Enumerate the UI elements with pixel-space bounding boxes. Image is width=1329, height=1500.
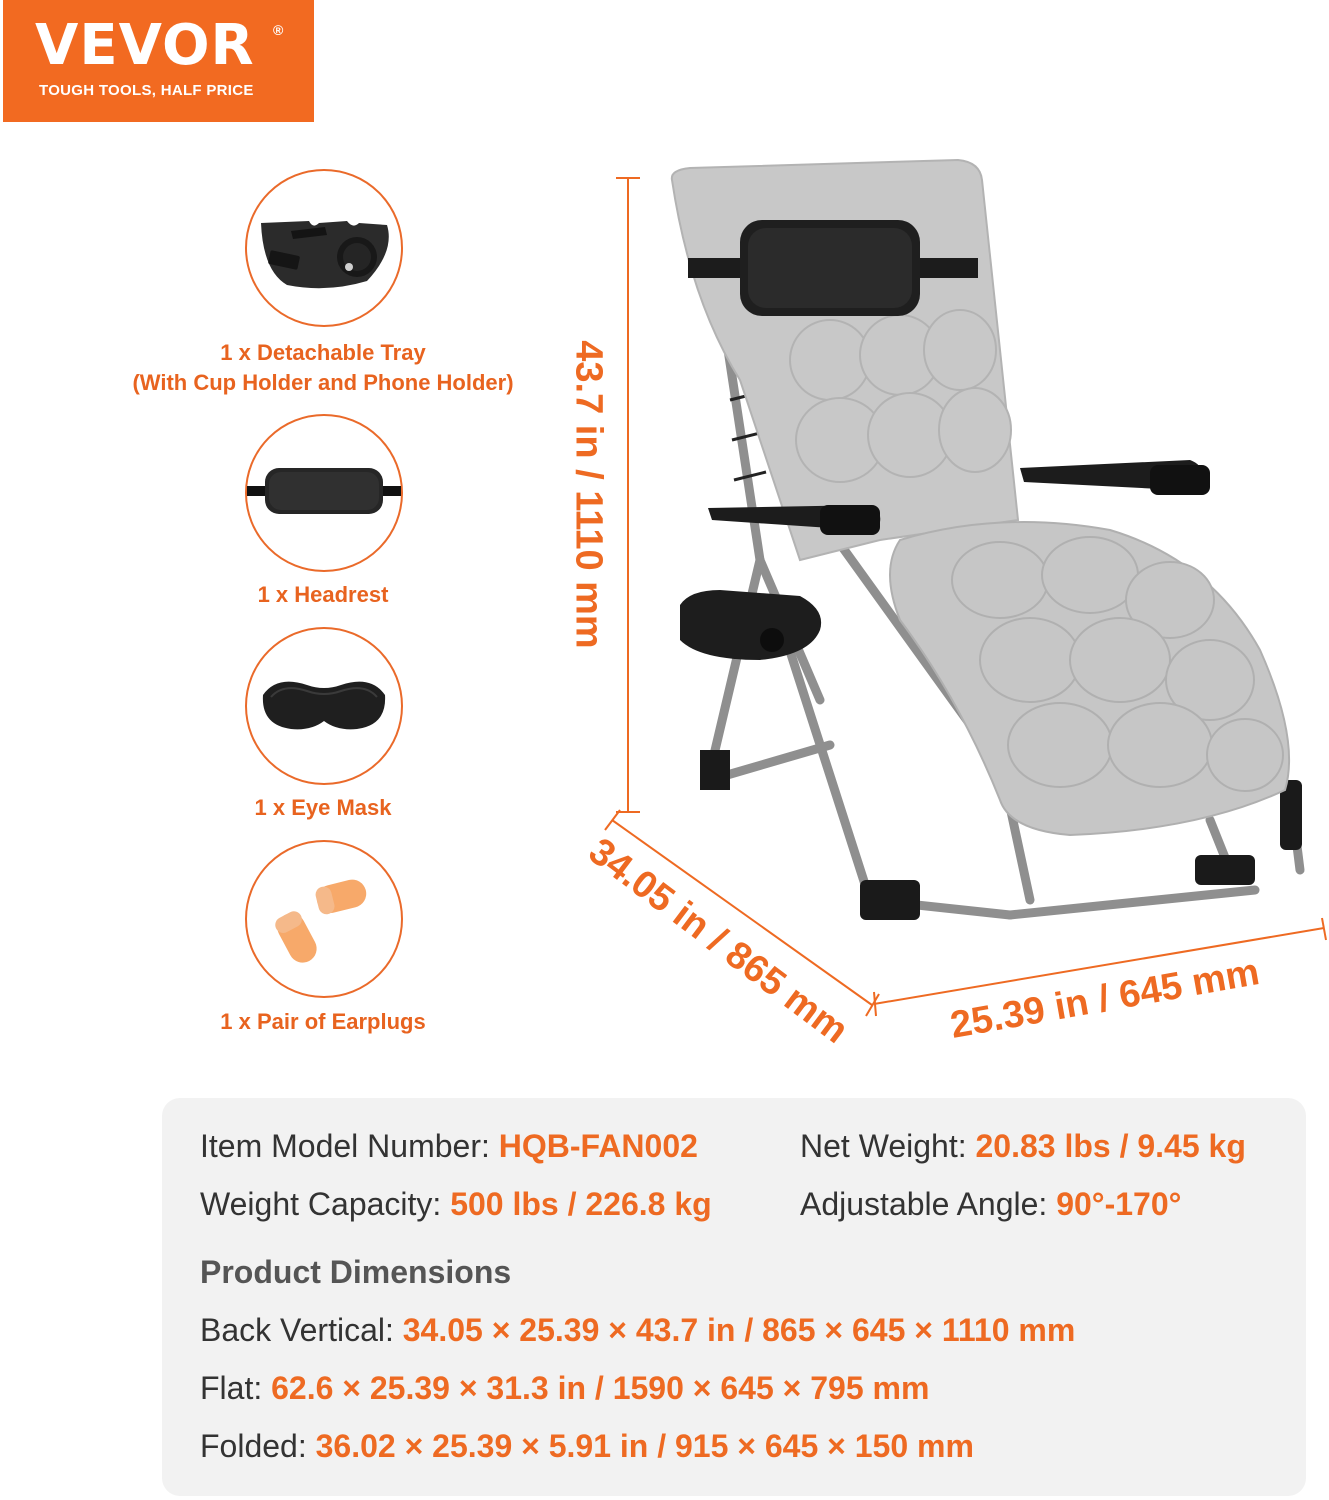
spec-angle: [800, 1186, 1181, 1223]
spec-model-value: HQB-FAN002: [498, 1128, 698, 1164]
spec-net-weight-label: Net Weight:: [800, 1128, 976, 1164]
spec-flat-label: Flat:: [200, 1370, 272, 1406]
height-dimension-label: 43.7 in / 1110 mm: [567, 340, 610, 649]
spec-back-value: 34.05 × 25.39 × 43.7 in / 865 × 645 × 1110 mm: [402, 1312, 1076, 1348]
chair-side-tray: [680, 590, 821, 660]
accessory-headrest-label: 1 x Headrest: [257, 582, 389, 607]
spec-dimensions-heading: Product Dimensions: [200, 1254, 512, 1290]
spec-flat: [200, 1370, 929, 1407]
brand-tagline: TOUGH TOOLS, HALF PRICE: [39, 82, 254, 99]
accessory-earplugs-label: 1 x Pair of Earplugs: [220, 1009, 426, 1034]
depth-dimension-label: 34.05 in / 865 mm: [580, 830, 856, 1052]
spec-capacity: [200, 1186, 712, 1223]
spec-capacity-label: Weight Capacity:: [200, 1186, 451, 1222]
spec-flat-value: 62.6 × 25.39 × 31.3 in / 1590 × 645 × 795 mm: [271, 1370, 930, 1406]
spec-net-weight-value: 20.83 lbs / 9.45 kg: [975, 1128, 1246, 1164]
spec-angle-value: 90°-170°: [1056, 1186, 1182, 1222]
spec-folded-label: Folded:: [200, 1428, 316, 1464]
chair-cushion-seat: [890, 522, 1289, 835]
spec-model: [200, 1128, 698, 1165]
spec-angle-label: Adjustable Angle:: [800, 1186, 1057, 1222]
spec-model-label: Item Model Number:: [200, 1128, 499, 1164]
accessory-eyemask-label: 1 x Eye Mask: [254, 795, 392, 820]
spec-back-vertical: [200, 1312, 1075, 1349]
spec-capacity-value: 500 lbs / 226.8 kg: [450, 1186, 712, 1222]
spec-net-weight: [800, 1128, 1246, 1165]
width-dimension-label: 25.39 in / 645 mm: [947, 951, 1263, 1047]
brand-name: VEVOR: [35, 13, 255, 78]
tray-label-line2: (With Cup Holder and Phone Holder): [132, 370, 514, 395]
spec-folded-value: 36.02 × 25.39 × 5.91 in / 915 × 645 × 150 mm: [315, 1428, 974, 1464]
spec-panel: [162, 1098, 1306, 1496]
spec-folded: [200, 1428, 974, 1465]
tray-label-line1: 1 x Detachable Tray: [220, 340, 426, 365]
registered-mark: ®: [273, 22, 284, 38]
spec-back-label: Back Vertical:: [200, 1312, 403, 1348]
